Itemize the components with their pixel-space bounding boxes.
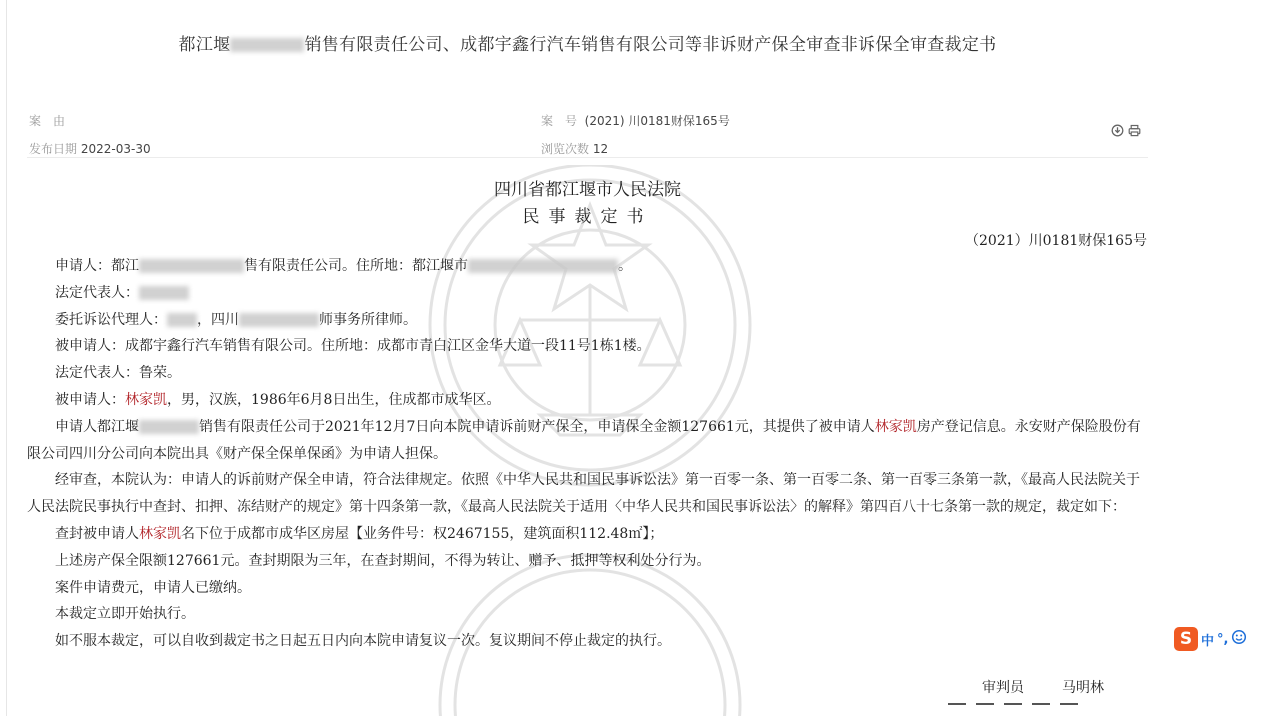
- judge-name: 马明林: [1062, 680, 1104, 696]
- text-segment: 被申请人：: [55, 391, 125, 408]
- respondent-line: 被申请人：成都宇鑫行汽车销售有限公司。住所地：成都市青白江区金华大道一段11号1栋1楼。: [55, 338, 651, 355]
- meta-case-number: [541, 112, 730, 129]
- agent-line: [27, 307, 1148, 334]
- text-segment: 房产登记信息。永安财产保险股份有限公司四川分公司向本院出具《财产保全保单保函》为申请人担保。: [27, 418, 1141, 462]
- date-line-partial: [948, 703, 1118, 711]
- legal-rep-line-2: 法定代表人：鲁荣。: [55, 365, 181, 382]
- redaction-blur: [139, 420, 199, 434]
- court-name: 四川省都江堰市人民法院: [494, 180, 681, 200]
- ime-punctuation-toggle[interactable]: °,: [1217, 631, 1229, 647]
- text-segment: ，男，汉族，1986年6月8日出生，住成都市成华区。: [167, 391, 501, 408]
- page-left-border: [6, 0, 7, 716]
- smiley-icon[interactable]: [1231, 629, 1247, 649]
- person-name: 林家凯: [874, 418, 917, 435]
- sogou-logo-icon[interactable]: S: [1174, 627, 1198, 651]
- ruling-body: [27, 253, 1148, 655]
- text-segment: 委托诉讼代理人：: [55, 311, 167, 328]
- caseno-value: (2021) 川0181财保165号: [584, 114, 730, 128]
- meta-divider: [27, 157, 1148, 158]
- redaction-blur: [230, 38, 304, 52]
- ime-language-toggle[interactable]: 中: [1201, 633, 1215, 649]
- redaction-blur: [468, 259, 618, 273]
- views-value: 12: [592, 142, 609, 156]
- ruling-item-3: 案件申请费元，申请人已缴纳。: [55, 579, 251, 596]
- person-name: 林家凯: [125, 391, 167, 408]
- paragraph-application: [27, 414, 1148, 468]
- print-icon[interactable]: [1128, 124, 1141, 137]
- meta-publish-date: [29, 140, 151, 157]
- ruling-item-1: [27, 521, 1148, 548]
- text-segment: 。: [618, 258, 632, 274]
- text-segment: 售有限责任公司。住所地：都江堰市: [244, 258, 468, 274]
- cause-label: 案 由: [29, 114, 66, 128]
- toolbar: [1111, 124, 1141, 137]
- judge-signature: [982, 677, 1104, 697]
- meta-cause: [29, 112, 65, 129]
- text-segment: 师事务所律师。: [319, 311, 417, 328]
- publish-label: 发布日期: [29, 142, 78, 156]
- ruling-item-2: 上述房产保全限额127661元。查封期限为三年，在查封期间，不得为转让、赠予、抵押等权利处分行为。: [55, 552, 711, 569]
- document-kind: 民事裁定书: [522, 207, 653, 227]
- respondent-2-line: [27, 387, 1148, 414]
- judge-label: 审判员: [982, 680, 1024, 696]
- text-segment: 法定代表人：: [55, 284, 139, 301]
- redaction-blur: [139, 286, 189, 300]
- text-segment: 申请人都江堰: [55, 418, 139, 435]
- redaction-blur: [139, 259, 244, 273]
- legal-rep-line: [27, 280, 1148, 307]
- text-segment: 查封被申请人: [55, 525, 139, 542]
- ruling-item-4: 本裁定立即开始执行。: [55, 606, 195, 623]
- title-suffix: 销售有限责任公司、成都宇鑫行汽车销售有限公司等非诉财产保全审查非诉保全审查裁定书: [304, 35, 997, 55]
- views-label: 浏览次数: [541, 142, 590, 156]
- text-segment: ，四川: [197, 311, 239, 328]
- ruling-item-5: 如不服本裁定，可以自收到裁定书之日起五日内向本院申请复议一次。复议期间不停止裁定的执行。: [55, 633, 671, 650]
- meta-views: [541, 140, 608, 157]
- text-segment: 申请人：都江: [55, 258, 139, 274]
- redaction-blur: [167, 313, 197, 327]
- download-icon[interactable]: [1111, 124, 1124, 137]
- text-segment: 名下位于成都市成华区房屋【业务件号：权2467155，建筑面积112.48㎡】；: [181, 525, 664, 542]
- applicant-line: [27, 253, 1148, 280]
- redaction-blur: [239, 313, 319, 327]
- ime-toolbar[interactable]: [1174, 627, 1247, 651]
- title-prefix: 都江堰: [178, 35, 231, 55]
- paragraph-review: 经审查，本院认为：申请人的诉前财产保全申请，符合法律规定。依照《中华人民共和国民事诉讼法》第一百零一条、第一百零二条、第一百零三条第一款，《最高人民法院关于人民法院民事执行中查封、扣押、冻结财产的规定》第十四条第一款，《最高人民法院关于适用〈中华人民共和国民事诉讼法〉的解释》第四百八十七条第一款的规定，裁定如下：: [27, 472, 1140, 516]
- document-case-number: （2021）川0181财保165号: [965, 233, 1147, 249]
- text-segment: 销售有限责任公司于2021年12月7日向本院申请诉前财产保全，申请保全金额127661元，其提供了被申请人: [199, 418, 875, 435]
- person-name: 林家凯: [139, 525, 181, 542]
- publish-value: 2022-03-30: [80, 142, 151, 156]
- document-title: [0, 30, 1175, 55]
- caseno-label: 案 号: [541, 114, 578, 128]
